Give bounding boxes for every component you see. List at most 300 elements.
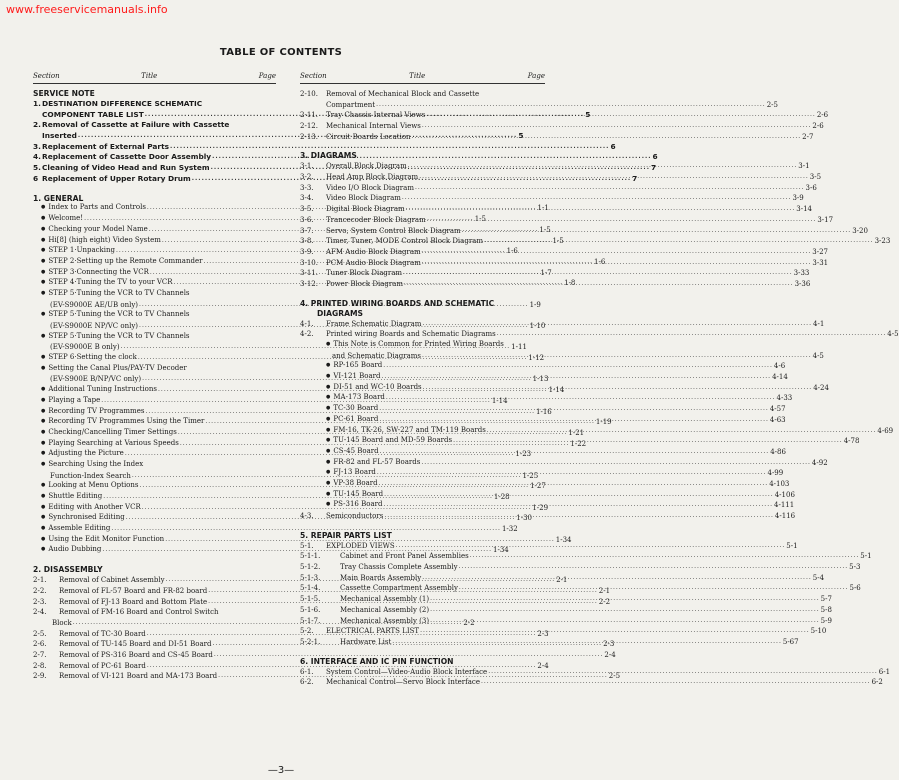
entry-title: Hardware List — [340, 637, 392, 646]
leader-dots — [382, 361, 774, 372]
section-heading: 4. PRINTED WIRING BOARDS AND SCHEMATIC — [300, 298, 495, 308]
entry-title: (EV-S9000E AE/UB only) — [50, 300, 139, 309]
entry-title: Frame Schematic Diagram — [326, 319, 422, 328]
entry-title: ● Welcome! — [41, 213, 83, 225]
entry-title: Power Block Diagram — [326, 279, 403, 288]
entry-title: ● Recording TV Programmes — [41, 406, 144, 418]
entry-number: 2-13. — [300, 132, 318, 141]
entry-page: 3-17 — [817, 215, 834, 224]
entry-title: ELECTRICAL PARTS LIST — [326, 627, 420, 636]
entry-title: Main Boards Assembly — [340, 573, 422, 582]
entry-title: Mechanical Internal Views — [326, 122, 421, 131]
leader-dots — [382, 500, 774, 511]
entry-title: ● Synchronised Editing — [41, 512, 125, 524]
entry-title: Mechanical Assembly (3) — [340, 616, 430, 625]
entry-number: 5-1-5. — [300, 595, 321, 604]
entry-title: ● Audio Dubbing — [41, 544, 101, 556]
entry-page: 5-10 — [810, 627, 827, 636]
entry-page: 1-11 — [511, 343, 527, 352]
entry-page: 4-6 — [773, 362, 786, 371]
entry-title: Mechanical Assembly (1) — [340, 595, 430, 604]
entry-title: ● VP-38 Board — [326, 478, 378, 490]
leader-dots — [407, 161, 799, 172]
leader-dots — [458, 562, 850, 573]
entry-title: ● Hi[8] (high eight) Video System — [41, 235, 161, 247]
entry-title: ● TC-30 Board — [326, 403, 378, 415]
entry-title: ● PC-61 Board — [326, 414, 378, 426]
entry-title: Replacement of Upper Rotary Drum — [42, 173, 191, 183]
section-heading: SERVICE NOTE — [33, 89, 95, 98]
entry-page: 5 — [518, 131, 524, 141]
leader-dots — [422, 383, 814, 394]
toc-entry — [300, 132, 814, 143]
entry-page: 1-13 — [532, 375, 549, 384]
entry-page: 3-33 — [793, 269, 810, 278]
entry-page: 5-7 — [820, 595, 832, 604]
entry-title: ● Editing with Another VCR — [41, 502, 141, 514]
entry-page: 6-1 — [878, 667, 891, 676]
entry-page: 1-21 — [568, 428, 585, 437]
header-title: Title — [141, 72, 158, 80]
entry-title: ● Recording TV Programmes Using the Timer — [41, 416, 204, 428]
entry-page: 3-27 — [812, 247, 828, 256]
entry-page: 1-27 — [530, 482, 546, 491]
header-page: Page — [258, 72, 276, 80]
entry-page: 1-14 — [548, 386, 565, 395]
leader-dots — [469, 551, 861, 562]
leader-dots — [375, 100, 767, 111]
entry-title: Removal of TU-145 Board and DI-51 Board — [59, 640, 212, 649]
entry-title: (EV-S9000E B only) — [50, 343, 120, 352]
entry-title: (EV-S9000E NP/VC only) — [50, 322, 139, 331]
header-page: Page — [527, 72, 545, 80]
entry-title: ● TU-145 Board — [326, 489, 383, 501]
leader-dots — [425, 110, 817, 121]
entry-page: 1-28 — [493, 493, 510, 502]
entry-page: 5-1 — [786, 541, 798, 550]
entry-title: Tray Chassis Internal Views — [326, 111, 426, 120]
entry-number: 2-7. — [33, 650, 47, 659]
page-number: —3— — [267, 765, 295, 776]
entry-page: 2-2 — [463, 618, 475, 627]
entry-number: 2-10. — [300, 89, 318, 98]
entry-page: 5 — [585, 109, 591, 119]
entry-page: 3-5 — [809, 173, 822, 182]
entry-page: 1-34 — [493, 546, 509, 555]
entry-page: 2-5 — [608, 672, 621, 681]
entry-title: ● FM-16, TK-26, SW-227 and TM-119 Boards — [326, 425, 486, 437]
entry-number: 3-2. — [300, 173, 314, 182]
entry-title: Removal of Mechanical Block and Cassette — [326, 89, 480, 98]
header-section: Section — [33, 72, 60, 80]
leader-dots — [376, 468, 768, 479]
entry-page: 6 — [652, 152, 658, 162]
entry-title: Head Amp Block Diagram — [326, 173, 419, 182]
entry-page: 3-9 — [792, 194, 804, 203]
entry-page: 2-1 — [598, 586, 611, 595]
toc-entry — [300, 626, 827, 637]
entry-number: 5-1-1. — [300, 552, 321, 561]
entry-title: Removal of Cabinet Assembly — [59, 576, 165, 585]
entry-title: ● Adjusting the Picture — [41, 448, 124, 460]
entry-title: Removal of PC-61 Board — [59, 661, 146, 670]
entry-number: 6-1. — [300, 667, 314, 676]
entry-number: 3-10. — [300, 258, 318, 267]
entry-title: ● Shuttle Editing — [41, 491, 102, 503]
entry-page: 4-33 — [776, 394, 793, 403]
entry-page: 4-111 — [774, 501, 795, 510]
entry-number: 5-1-6. — [300, 605, 321, 614]
entry-number: 5-1-2. — [300, 563, 321, 572]
entry-title: (EV-S900E B/NP/VC only) — [50, 375, 142, 384]
entry-title: ● MA-173 Board — [326, 392, 385, 404]
section-heading: 5. REPAIR PARTS LIST — [300, 530, 392, 540]
entry-page: 1-25 — [522, 471, 539, 480]
entry-title: ● Index to Parts and Controls — [41, 202, 146, 214]
toc-entry — [300, 616, 832, 627]
entry-page: 1-5 — [552, 236, 564, 245]
leader-dots — [381, 372, 773, 383]
entry-title: Removal of FJ-13 Board and Bottom Plate — [59, 597, 208, 606]
entry-number: 3-3. — [300, 183, 314, 192]
entry-page: 4-5 — [887, 330, 899, 339]
leader-dots — [458, 583, 850, 594]
entry-title: COMPONENT TABLE LIST — [42, 109, 144, 119]
entry-number: 1. — [33, 98, 41, 108]
leader-dots — [385, 393, 777, 404]
entry-number: 2-8. — [33, 661, 47, 670]
entry-number: 3-9. — [300, 247, 314, 256]
entry-title: Function-Index Search — [50, 471, 131, 480]
entry-page: 1-23 — [515, 450, 532, 459]
entry-title: Video Block Diagram — [326, 194, 401, 203]
entry-page: 4-24 — [813, 383, 829, 392]
column-header — [300, 72, 545, 84]
entry-page: 5-9 — [820, 616, 832, 625]
entry-title: ● CS-45 Board — [326, 446, 379, 458]
entry-title: ● STEP 5·Tuning the VCR to TV Channels — [41, 331, 190, 343]
entry-page: 6-2 — [871, 678, 883, 687]
toc-entry — [300, 319, 825, 330]
toc-entry — [33, 332, 276, 343]
entry-number: 2-3. — [33, 597, 47, 606]
entry-title: ● STEP 2·Setting up the Remote Commander — [41, 256, 202, 268]
entry-title: Removal of FL-57 Board and FR-82 board — [59, 586, 208, 595]
entry-page: 1-32 — [501, 525, 518, 534]
toc-entry — [300, 562, 861, 573]
entry-page: 2-3 — [537, 629, 549, 638]
entry-title: Removal of Cassette at Failure with Cassette — [42, 120, 230, 130]
leader-dots — [383, 511, 775, 522]
entry-title: Removal of VI-121 Board and MA-173 Board — [59, 672, 218, 681]
leader-dots — [395, 541, 787, 552]
entry-title: and Schematic Diagrams — [332, 351, 422, 360]
leader-dots — [421, 247, 813, 258]
leader-dots — [419, 626, 811, 637]
entry-page: 5-3 — [849, 563, 861, 572]
entry-title: Semiconductors — [326, 512, 384, 521]
entry-title: Removal of FM-16 Board and Control Switch — [59, 608, 219, 617]
toc-entry — [300, 677, 883, 688]
section-heading: 3. DIAGRAMS — [300, 151, 357, 161]
leader-dots — [429, 605, 821, 616]
column-header — [33, 72, 276, 84]
toc-entry — [300, 541, 798, 552]
leader-dots — [411, 132, 803, 143]
toc-entry — [33, 607, 276, 618]
toc-entry — [33, 289, 276, 300]
leader-dots — [420, 458, 812, 469]
entry-title: Mechanical Control—Servo Block Interface — [326, 678, 480, 687]
entry-page: 5-67 — [782, 637, 799, 646]
toc-entry — [300, 89, 545, 100]
leader-dots — [418, 172, 810, 183]
section-heading: 6. INTERFACE AND IC PIN FUNCTION — [300, 656, 454, 666]
toc-entry — [300, 183, 817, 194]
leader-dots — [379, 447, 771, 458]
leader-dots — [378, 479, 770, 490]
entry-number: 3-6. — [300, 215, 314, 224]
toc-entry — [33, 460, 276, 471]
entry-page: 4-5 — [812, 351, 824, 360]
entry-number: 2-12. — [300, 122, 318, 131]
leader-dots — [421, 351, 813, 362]
entry-page: 5-6 — [849, 584, 861, 593]
entry-page: 4-106 — [774, 490, 795, 499]
leader-dots — [483, 236, 875, 247]
entry-page: 1-6 — [594, 257, 606, 266]
entry-title: ● STEP 3·Connecting the VCR — [41, 267, 149, 279]
entry-title: EXPLODED VIEWS — [326, 541, 395, 550]
entry-title: ● Looking at Menu Options — [41, 480, 139, 492]
leader-dots — [496, 329, 888, 340]
entry-title: ● STEP 5·Tuning the VCR to TV Channels — [41, 309, 190, 321]
toc-entry — [33, 310, 276, 321]
toc-entry — [300, 110, 829, 121]
section-heading: 1. GENERAL — [33, 193, 84, 203]
entry-page: 1-30 — [516, 514, 532, 523]
entry-title: ● FR-82 and FL-57 Boards — [326, 457, 420, 469]
entry-title: PCM Audio Block Diagram — [326, 258, 421, 267]
entry-number: 3-11. — [300, 269, 318, 278]
entry-number: 6-2. — [300, 678, 314, 687]
entry-page: 5-8 — [820, 605, 832, 614]
entry-title: Trancecoder Block Diagram — [326, 215, 426, 224]
entry-page: 4-78 — [843, 437, 860, 446]
entry-page: 1-5 — [539, 225, 551, 234]
toc-entry — [300, 194, 804, 205]
entry-page: 4-99 — [767, 469, 784, 478]
entry-page: 1-10 — [529, 322, 546, 331]
leader-dots — [480, 677, 872, 688]
entry-page: 1-19 — [595, 418, 612, 427]
entry-number: 5-1. — [300, 541, 314, 550]
entry-title: Video I/O Block Diagram — [326, 183, 414, 192]
entry-title: Inserted — [42, 131, 77, 141]
entry-number: 4-3. — [300, 512, 314, 521]
entry-page: 3-31 — [812, 258, 829, 267]
leader-dots — [391, 637, 783, 648]
leader-dots — [414, 183, 806, 194]
entry-title: Compartment — [326, 100, 376, 109]
leader-dots — [383, 490, 775, 501]
entry-number: 2-2. — [33, 586, 47, 595]
entry-number: 3-8. — [300, 237, 314, 246]
page-title: TABLE OF CONTENTS — [219, 47, 343, 58]
entry-title: System Control—Video·Audio Block Interface — [326, 667, 488, 676]
entry-page: 4-103 — [769, 479, 790, 488]
leader-dots — [452, 436, 844, 447]
watermark-url[interactable]: www.freeservicemanuals.info — [6, 3, 168, 16]
toc-entry — [33, 364, 276, 375]
entry-title: Timer, Tuner, MODE Control Block Diagram — [326, 237, 483, 246]
entry-title: AFM Audio Block Diagram — [326, 247, 421, 256]
leader-dots — [378, 404, 770, 415]
entry-title: ● STEP 1·Unpacking — [41, 245, 115, 257]
entry-title: ● TU-145 Board and MD-59 Boards — [326, 435, 452, 447]
entry-number: 5-2. — [300, 627, 314, 636]
toc-entry — [300, 121, 824, 132]
entry-number: 2-4. — [33, 608, 47, 617]
entry-title: ● Using the Edit Monitor Function — [41, 534, 164, 546]
entry-title: Mechanical Assembly (2) — [340, 605, 430, 614]
entry-page: 2-2 — [598, 597, 611, 606]
entry-page: 5-4 — [812, 573, 825, 582]
entry-number: 5-2-1. — [300, 637, 321, 646]
entry-page: 2-3 — [603, 640, 615, 649]
entry-number: 2-6. — [33, 640, 47, 649]
entry-title: ● DI-51 and WC-10 Boards — [326, 382, 422, 394]
entry-page: 1-22 — [570, 439, 587, 448]
toc-entry — [300, 511, 796, 522]
entry-page: 4-1 — [813, 319, 825, 328]
entry-page: 2-6 — [812, 122, 824, 131]
toc-entry — [300, 161, 810, 172]
entry-title: Cassette Compartment Assembly — [340, 584, 458, 593]
entry-page: 3-23 — [874, 237, 891, 246]
entry-number: 6 — [33, 173, 39, 183]
toc-entry — [33, 120, 276, 131]
entry-page: 2-7 — [802, 132, 814, 141]
entry-title: Digital Block Diagram — [326, 205, 405, 214]
entry-number: 2-5. — [33, 629, 47, 638]
entry-page: 2-4 — [537, 661, 549, 670]
leader-dots — [402, 268, 794, 279]
toc-entry — [33, 141, 616, 153]
entry-page: 3-6 — [805, 183, 817, 192]
entry-title: Servo, System Control Block Diagram — [326, 226, 461, 235]
entry-number: 2-1. — [33, 576, 47, 585]
entry-number: 2. — [33, 120, 41, 130]
entry-page: 1-9 — [529, 300, 541, 309]
entry-page: 1-34 — [555, 535, 572, 544]
leader-dots — [421, 573, 813, 584]
entry-page: 4-57 — [769, 405, 786, 414]
entry-page: 1-6 — [506, 247, 518, 256]
entry-number: 3-4. — [300, 194, 314, 203]
entry-title: Printed wiring Boards and Schematic Diagrams — [326, 330, 496, 339]
entry-number: 3-1. — [300, 162, 314, 171]
entry-page: 4-14 — [772, 373, 788, 382]
entry-page: 2-1 — [556, 576, 568, 585]
header-title: Title — [409, 72, 426, 80]
entry-number: 5. — [33, 163, 41, 173]
entry-page: 4-116 — [774, 512, 796, 521]
entry-page: 7 — [632, 173, 638, 183]
entry-page: 1-12 — [528, 354, 545, 363]
section-heading: DIAGRAMS — [317, 308, 363, 318]
entry-number: 4-2. — [300, 330, 314, 339]
entry-title: ● Additional Tuning Instructions — [41, 384, 157, 396]
leader-dots — [405, 204, 797, 215]
toc-entry — [300, 605, 832, 616]
entry-title: ● Playing a Tape — [41, 395, 100, 407]
leader-dots — [487, 667, 879, 678]
toc-entry — [300, 340, 545, 351]
entry-page: 4-92 — [811, 458, 828, 467]
leader-dots — [401, 193, 793, 204]
entry-title: Circuit Boards Location — [326, 132, 411, 141]
entry-page: 5-1 — [860, 552, 872, 561]
leader-dots — [403, 279, 795, 290]
entry-title: Replacement of Cassette Door Assembly — [42, 152, 212, 162]
entry-title: ● Searching Using the Index — [41, 459, 143, 471]
entry-title: Cleaning of Video Head and Run System — [42, 163, 210, 173]
header-section: Section — [300, 72, 327, 80]
toc-entry — [300, 215, 834, 226]
entry-page: 1-5 — [474, 215, 486, 224]
entry-number: 2-11. — [300, 111, 318, 120]
entry-title: Block — [52, 618, 72, 627]
entry-title: ● VI-121 Board — [326, 371, 381, 383]
entry-number: 3-12. — [300, 279, 318, 288]
entry-number: 5-1-4. — [300, 584, 321, 593]
entry-page: 4-63 — [769, 415, 786, 424]
toc-entry — [300, 551, 872, 562]
entry-page: 4-69 — [877, 426, 894, 435]
entry-page: 6 — [610, 141, 616, 151]
entry-title: Removal of TC-30 Board — [59, 629, 146, 638]
toc-entry — [300, 247, 828, 258]
entry-title: ● Playing Searching at Various Speeds — [41, 438, 179, 450]
entry-title: Replacement of External Parts — [42, 141, 169, 151]
entry-page: 2-4 — [604, 650, 616, 659]
entry-page: 7 — [651, 163, 657, 173]
entry-number: 5-1-3. — [300, 573, 321, 582]
entry-page: 1-16 — [536, 407, 552, 416]
leader-dots — [461, 226, 853, 237]
entry-title: ● STEP 5·Tuning the VCR to TV Channels — [41, 288, 190, 300]
section-heading: 2. DISASSEMBLY — [33, 565, 103, 575]
entry-title: ● Setting the Canal Plus/PAY-TV Decoder — [41, 363, 187, 375]
entry-title: Tray Chassis Complete Assembly — [340, 563, 458, 572]
entry-title: ● Checking your Model Name — [41, 224, 148, 236]
entry-title: ● PS-316 Board — [326, 499, 382, 511]
entry-page: 1-7 — [540, 268, 552, 277]
leader-dots — [486, 426, 878, 437]
entry-page: 3-36 — [794, 279, 811, 288]
entry-page: 2-6 — [816, 111, 829, 120]
entry-number: 5-1-7. — [300, 616, 321, 625]
entry-number: 3. — [33, 141, 41, 151]
entry-title: ● This Note is Common for Printed Wiring Boards — [326, 339, 504, 351]
toc-entry — [300, 100, 778, 111]
entry-title: Tuner Block Diagram — [326, 269, 403, 278]
entry-page: 4-86 — [770, 447, 786, 456]
entry-title: ● FJ-13 Board — [326, 467, 376, 479]
entry-page: 1-14 — [491, 396, 508, 405]
entry-title: Cabinet and Front Panel Assemblies — [340, 552, 469, 561]
